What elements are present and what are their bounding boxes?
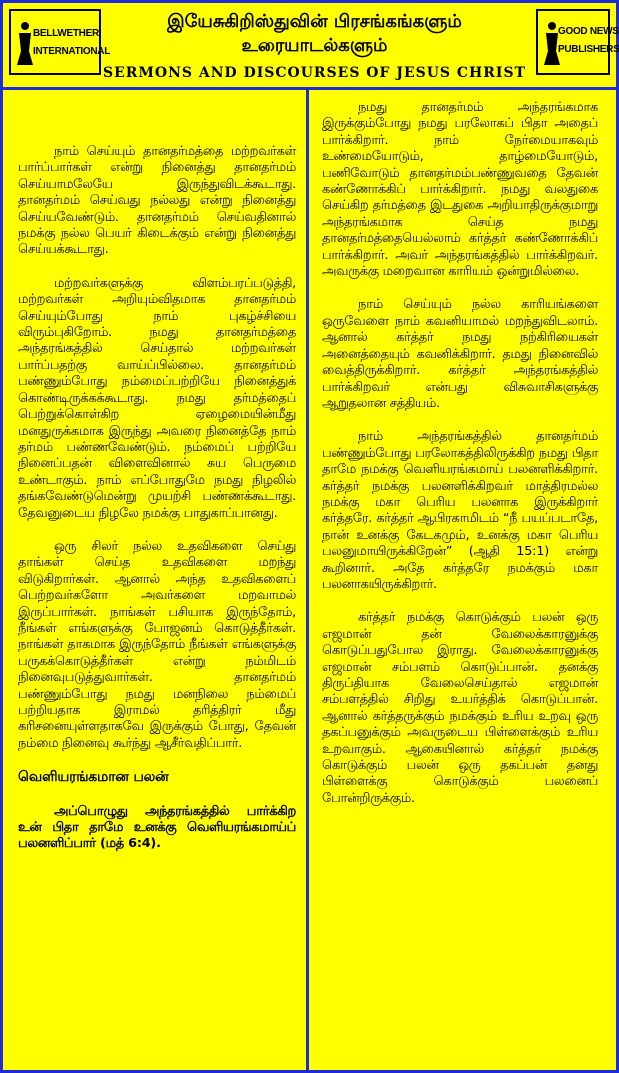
- logo-left-line2: INTERNATIONAL: [33, 46, 111, 57]
- logo-right-line2: PUBLISHERS: [558, 44, 619, 55]
- right-column: [322, 92, 598, 824]
- left-paragraph-3: ஒரு சிலர் நல்ல உதவிகளை செய்து தாங்கள் செய்த உதவிகளை மறந்து விடுகிறார்கள். ஆனால் அந்த உதவிகளைப் பெற்றவர்களோ அவர்களை மறவாமல் இருப்பார்கள். நாங்கள் பசியாக இருந்தோம், நீங்கள் எங்களுக்கு போஜனம் கொடுத்தீர்கள். நாங்கள் தாகமாக இருந்தோம் நீங்கள் எங்களுக்கு பருகக்கொடுத்தீர்கள் என்று நம்மிடம் நினைவுபடுத்துவார்கள். தானதர்மம் பண்ணும்போது நமது மனநிலை நம்மைப் பற்றியதாக இராமல் தரித்திரர் மீது கரிசனையுள்ளதாகவே இருக்கும் போது, தேவன் நம்மை நினைவு கூர்ந்து ஆசீர்வதிப்பார்.: [18, 538, 296, 751]
- right-paragraph-2: நாம் செய்யும் நல்ல காரியங்களை ஒருவேளை நாம் கவனியாமல் மறந்துவிடலாம். ஆனால் கர்த்தர் நமது நற்கிரியைகள் அனைத்தையும் கவனிக்கிறார். தமது நினைவில் வைத்திருக்கிறார். கர்த்தர் அந்தரங்கத்தில் பார்க்கிறவர் என்பது விசுவாசிகளுக்கு ஆறுதலான சத்தியம்.: [322, 297, 598, 411]
- logo-left-line1: BELLWETHER: [33, 28, 99, 39]
- section-subheading: வெளியரங்கமான பலன்: [18, 769, 169, 786]
- right-paragraph-3: நாம் அந்தரங்கத்தில் தானதர்மம் பண்ணும்போது பரலோகத்திலிருக்கிற நமது பிதா தாமே நமக்கு வெளியரங்கமாய் பலனளிக்கிறார். கர்த்தர் நமக்கு பலனளிக்கிறவர் மாத்திரமல்ல நமக்கு மகா பெரிய பலனாக இருக்கிறார் கர்த்தரே. கர்த்தர் ஆபிரகாமிடம் “நீ பயப்படாதே, நான் உனக்கு கேடகமும், உனக்கு மகா பெரிய பலனுமாயிருக்கிறேன்” (ஆதி 15:1) என்று கூறினார். அதே கர்த்தரே நமக்கும் மகா பலனாகயிருக்கிறார்.: [322, 429, 598, 592]
- logo-right-line1: GOOD NEWS: [558, 26, 619, 37]
- left-column: [18, 92, 296, 870]
- right-paragraph-1: நமது தானதர்மம் அந்தரங்கமாக இருக்கும்போது நமது பரலோகப் பிதா அதைப் பார்க்கிறார். நாம் நேர்மையாகவும் உண்மையோடும், தாழ்மையோடும், பணிவோடும் தானதர்மம்பண்ணுவதை தேவன் கண்ணோக்கிப் பார்க்கிறார். நமது வலதுகை செய்கிற தர்மத்தை இடதுகை அறியாதிருக்குமாறு அந்தரங்கமாக செய்த நமது தானதர்மத்தையெல்லாம் கர்த்தர் கண்ணோக்கிப் பார்க்கிறார். அவர் அந்தரங்கத்தில் பார்க்கிறவர். அவருக்கு மறைவான காரியம் ஒன்றுமில்லை.: [322, 100, 598, 280]
- good-news-logo: [536, 9, 619, 75]
- page-header: [3, 3, 619, 90]
- scripture-quote: அப்பொழுது அந்தரங்கத்தில் பார்க்கிற உன் பிதா தாமே உனக்கு வெளியரங்கமாய்ப் பலனளிப்பார் (மத் 6:4).: [18, 803, 296, 852]
- figure-icon: [15, 21, 35, 65]
- left-paragraph-2: மற்றவர்களுக்கு விளம்பரப்படுத்தி, மற்றவர்கள் அறியும்விதமாக தானதர்மம் செய்யும்போது நாம் புகழ்ச்சியை விரும்புகிறோம். நமது தானதர்மத்தை அந்தரங்கத்தில் செய்தால் மற்றவர்கள் பார்ப்பதற்கு வாய்ப்பில்லை. தானதர்மம் பண்ணும்போது நம்மைப்பற்றியே நினைத்துக் கொண்டிருக்கக்கூடாது. நமது தர்மத்தைப் பெற்றுக்கொள்கிற ஏழைமையின்மீது மனதுருக்கமாக இருந்து அவரை நினைத்தே நாம் தர்மம் பண்ணவேண்டும். நம்மைப் பற்றியே நினைப்பதன் விளைவினால் சுய பெருமை உண்டாகும். நாம் எப்போதுமே நமது நிழலில் தங்கவேண்டுமென்று முயற்சி பண்ணக்கூடாது. தேவனுடைய நிழலே நமக்கு பாதுகாப்பானது.: [18, 275, 296, 521]
- left-paragraph-1: நாம் செய்யும் தானதர்மத்தை மற்றவர்கள் பார்ப்பார்கள் என்று நினைத்து தானதர்மம் செய்யாமலேயே இருந்துவிடக்கூடாது. தானதர்மம் செய்வது நல்லது என்று நினைத்து செய்யவேண்டும். தானதர்மம் செய்வதினால் நமக்கு நல்ல பெயர் கிடைக்கும் என்று நினைத்து செய்யக்கூடாது.: [18, 144, 296, 258]
- right-paragraph-4: கர்த்தர் நமக்கு கொடுக்கும் பலன் ஒரு எஜமான் தன் வேலைக்காரனுக்கு கொடுப்பதுபோல இராது. வேலைக்காரனுக்கு எஜமான் சம்பளம் கொடுப்பான். தனக்கு திருப்தியாக வேலைசெய்தால் எஜமான் சம்பளத்தில் சிறிது உயர்த்திக் கொடுப்பான். ஆனால் கர்த்தருக்கும் நமக்கும் உரிய உறவு ஒரு தகப்பனுக்கும் அவருடைய பிள்ளைக்கும் உரிய உறவாகும். ஆகையினால் கர்த்தர் நமக்கு கொடுக்கும் பலன் ஒரு தகப்பன் தனது பிள்ளைக்கு கொடுக்கும் பலனைப் போன்றிருக்கும்.: [322, 610, 598, 806]
- title-english: SERMONS AND DISCOURSES OF JESUS CHRIST: [103, 65, 526, 81]
- column-divider: [306, 90, 309, 1070]
- title-tamil-line2: உரையாடல்களும்: [241, 35, 388, 56]
- bellwether-logo: [9, 9, 111, 75]
- title-tamil-line1: இயேசுகிறிஸ்துவின் பிரசங்கங்களும்: [167, 11, 462, 32]
